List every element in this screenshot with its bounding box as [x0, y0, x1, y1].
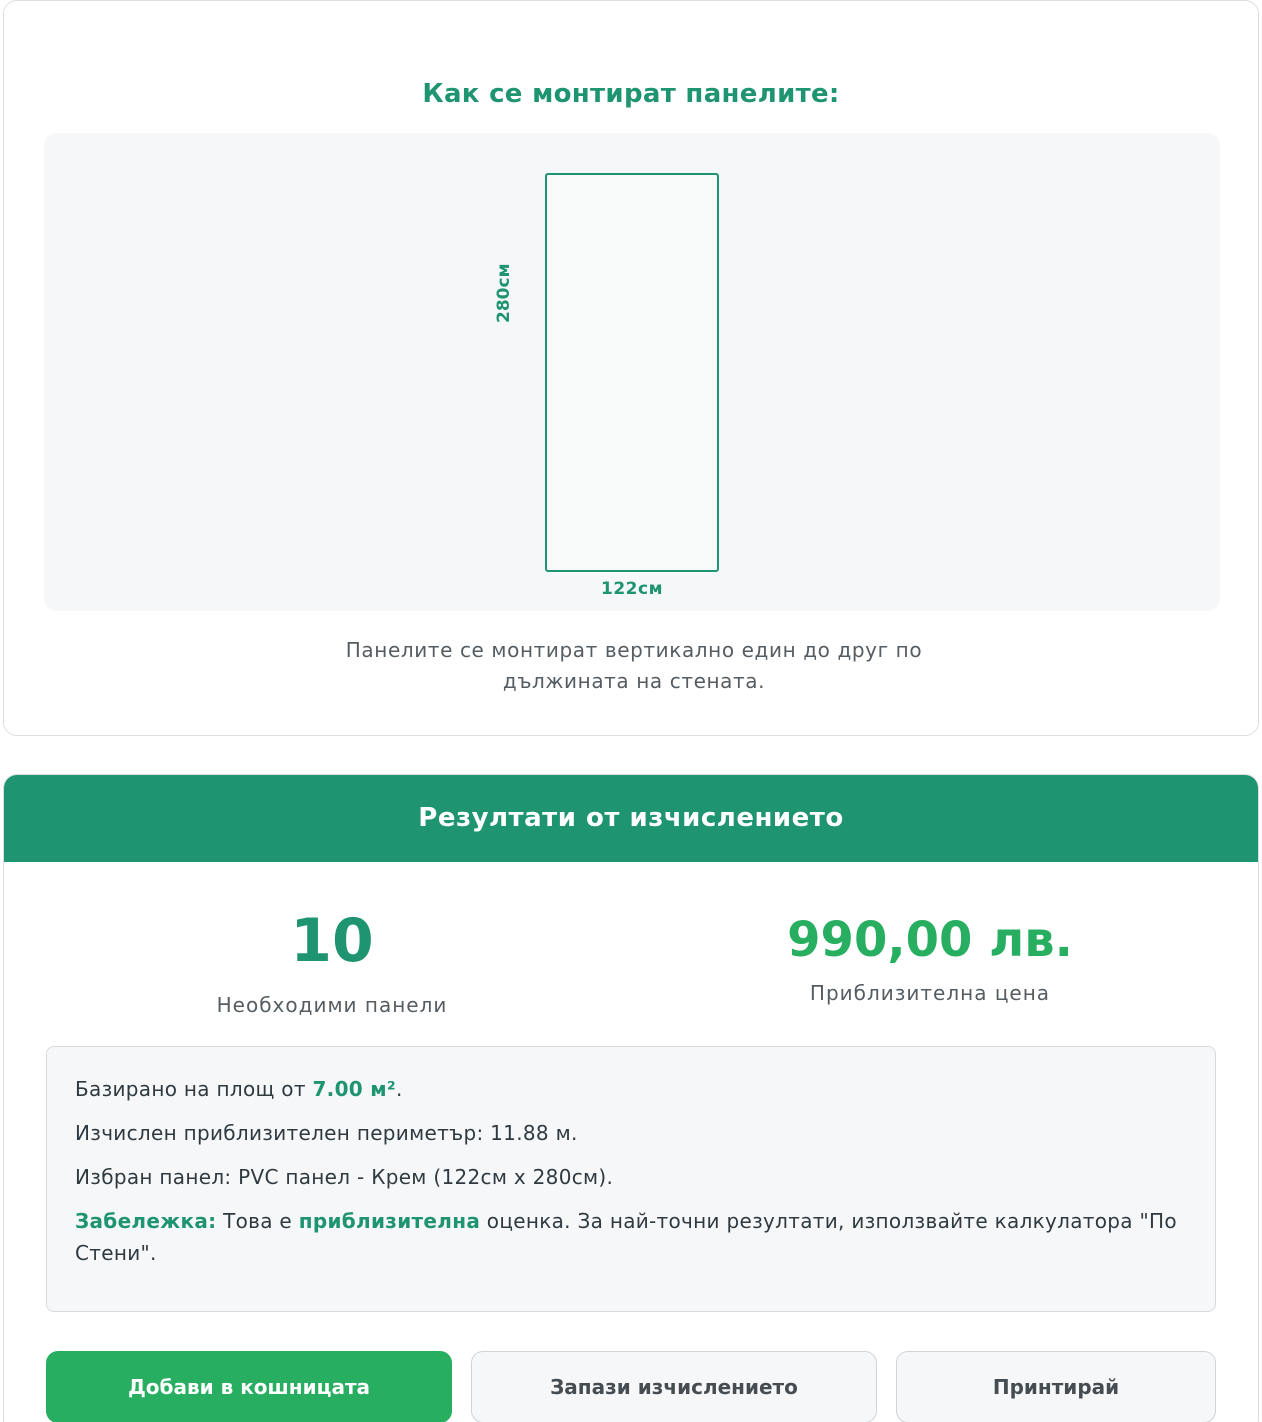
results-card [3, 774, 1259, 1422]
note-highlight: приблизителна [298, 1209, 481, 1233]
panels-label: Необходими панели [216, 993, 448, 1017]
panel-width-label: 122см [601, 579, 663, 599]
results-header: Резултати от изчислението [4, 775, 1258, 862]
price-value: 990,00 лв. [787, 912, 1073, 968]
add-to-cart-button[interactable]: Добави в кошницата [46, 1351, 452, 1422]
price-label: Приблизителна цена [809, 981, 1051, 1005]
calculation-info-box [46, 1046, 1216, 1312]
area-prefix: Базирано на площ от [75, 1077, 313, 1101]
panels-count: 10 [290, 906, 374, 976]
panel-height-label: 280см [494, 263, 514, 323]
note-label: Забележка: [75, 1209, 217, 1233]
save-calculation-button[interactable]: Запази изчислението [471, 1351, 877, 1422]
note-text-2: оценка. За най-точни резултати, използвайте калкулатора "По Стени". [75, 1209, 1177, 1265]
panel-outline [545, 173, 719, 572]
perimeter-line: Изчислен приблизителен периметър: 11.88 м. [75, 1121, 578, 1145]
print-button[interactable]: Принтирай [896, 1351, 1216, 1422]
area-suffix: . [396, 1077, 403, 1101]
panels-stat [132, 901, 532, 1017]
selected-panel-line: Избран панел: PVC панел - Крем (122см x 280см). [75, 1165, 614, 1189]
price-stat [730, 905, 1130, 1005]
mounting-title: Как се монтират панелите: [422, 79, 840, 109]
area-line [75, 1073, 1187, 1105]
mounting-description: Панелите се монтират вертикално един до друг по дължината на стената. [345, 638, 923, 693]
panel-diagram [44, 133, 1220, 611]
area-value: 7.00 м² [312, 1077, 396, 1101]
note-text-1: Това е [216, 1209, 299, 1233]
mounting-card [3, 0, 1259, 736]
note-line [75, 1205, 1187, 1269]
